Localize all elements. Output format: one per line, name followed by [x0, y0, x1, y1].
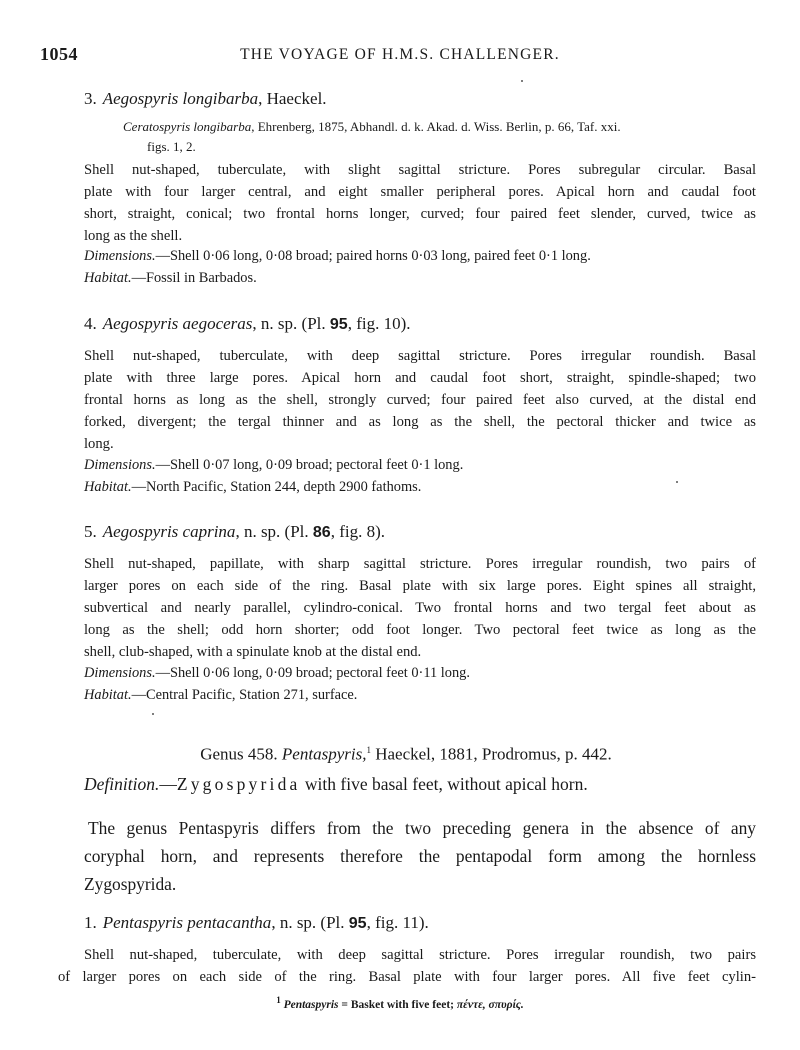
species-description-5: Shell nut-shaped, papillate, with sharp sagittal stricture. Pores irregular roundish, two pairs of larger pores on each side of the ring. Basal plate with six large pores. Eight spines all straight, subvertical and nearly parallel, cylindro-conical. Two frontal horns and two tergal feet about as long as the shell; odd horn shorter; odd foot longer. Two pectoral feet twice as long as the shell, club-shaped, with a spinulate knob at the distal end. — [84, 556, 756, 660]
plate-number: 95 — [329, 316, 348, 333]
species-name: Aegospyris longibarba — [102, 89, 259, 108]
dimensions-5: Dimensions.—Shell 0·06 long, 0·09 broad; pectoral feet 0·11 long. — [84, 665, 470, 681]
habitat-5: Habitat.—Central Pacific, Station 271, surface. — [84, 687, 358, 703]
genus-definition: Definition.—Zygospyrida with five basal feet, without apical horn. — [84, 774, 588, 794]
page-number: 1054 — [40, 44, 78, 64]
footnote-reference: 1 — [366, 745, 371, 755]
print-speck — [676, 481, 678, 483]
habitat-4: Habitat.—North Pacific, Station 244, depth 2900 fathoms. — [84, 479, 422, 495]
footnote: $^1$ Pentaspyris = Basket with five feet; πέντε, σπυρίς. — [276, 995, 524, 1011]
species-description-pentaspyris-1: Shell nut-shaped, tuberculate, with deep sagittal stricture. Pores irregular roundish, two pairs of larger pores on each side of the ring. Basal plate with four larger pores. All five feet cylin- — [58, 947, 756, 985]
plate-number: 95 — [348, 915, 367, 932]
species-heading-3: 3. Aegospyris longibarba, Haeckel. — [84, 89, 327, 108]
species-heading-5: 5. Aegospyris caprina, n. sp. (Pl. 86, fig. 8). — [84, 522, 385, 541]
dimensions-3: Dimensions.—Shell 0·06 long, 0·08 broad; paired horns 0·03 long, paired feet 0·1 long. — [84, 248, 591, 264]
genus-heading: Genus 458. Pentaspyris,$^1$ Haeckel, 1881, Prodromus, p. 442. — [200, 744, 612, 764]
running-head — [40, 44, 760, 66]
species-heading-4: 4. Aegospyris aegoceras, n. sp. (Pl. 95, fig. 10). — [84, 314, 411, 333]
synonym-reference: Ceratospyris longibarba, Ehrenberg, 1875, Abhandl. d. k. Akad. d. Wiss. Berlin, p. 66, Taf. xxi. figs. 1, 2. — [123, 119, 621, 154]
print-speck — [152, 713, 154, 715]
genus-discussion: The genus Pentaspyris differs from the two preceding genera in the absence of any coryphal horn, and represents therefore the pentapodal form among the hornless Zygospyrida. — [84, 818, 756, 894]
species-description-3: Shell nut-shaped, tuberculate, with slight sagittal stricture. Pores subregular circular. Basal plate with four larger central, and eight smaller peripheral pores. Apical horn and caudal foot short, straight, conical; two frontal horns longer, curved; four paired feet slender, curved, twice as long as the shell. — [84, 162, 756, 244]
species-heading-pentaspyris-1: 1. Pentaspyris pentacantha, n. sp. (Pl. 95, fig. 11). — [84, 913, 429, 932]
habitat-3: Habitat.—Fossil in Barbados. — [84, 270, 257, 286]
running-title: THE VOYAGE OF H.M.S. CHALLENGER. — [240, 46, 560, 63]
plate-number: 86 — [312, 524, 331, 541]
species-description-4: Shell nut-shaped, tuberculate, with deep sagittal stricture. Pores irregular roundish. Basal plate with three large pores. Apical horn and caudal foot short, straight, spindle-shaped; two frontal horns as long as the shell, strongly curved; four paired feet also curved, at the distal end forked, divergent; the tergal thinner and as long as the shell, the pectoral thicker and twice as long. — [84, 348, 756, 452]
print-speck — [521, 80, 523, 82]
dimensions-4: Dimensions.—Shell 0·07 long, 0·09 broad; pectoral feet 0·1 long. — [84, 457, 464, 473]
